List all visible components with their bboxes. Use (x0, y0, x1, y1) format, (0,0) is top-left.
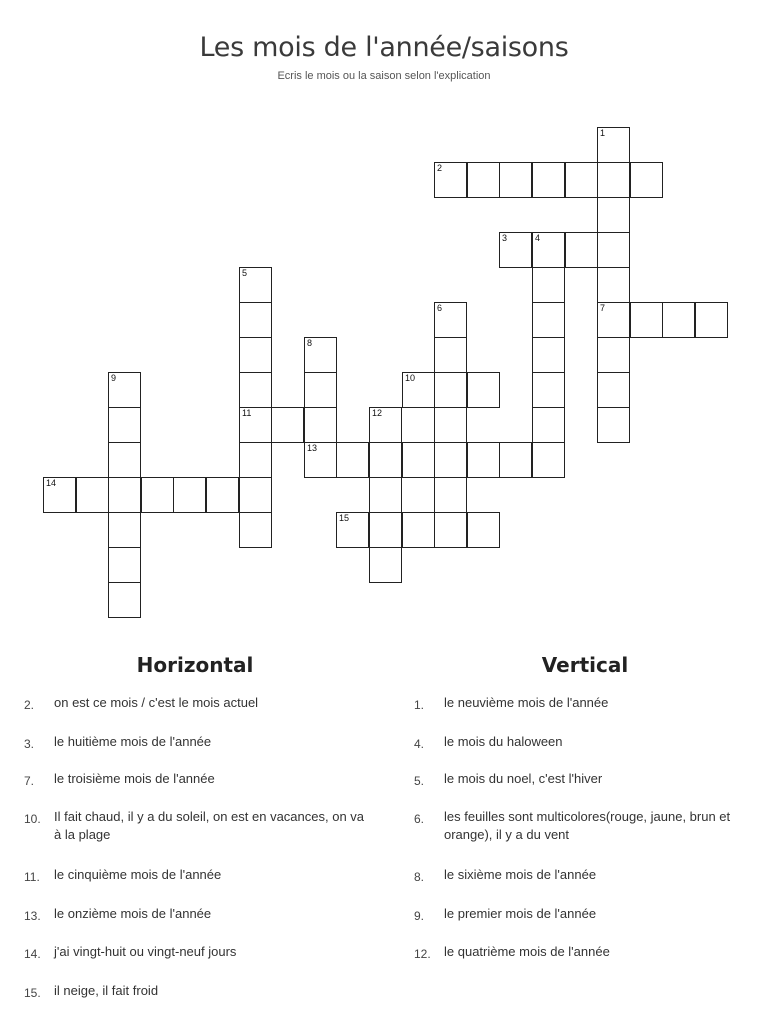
clue-number: 3. (24, 737, 35, 751)
crossword-cell[interactable] (597, 267, 630, 303)
clue-item (414, 905, 734, 923)
clue-number: 10. (24, 812, 41, 826)
crossword-cell[interactable] (597, 337, 630, 373)
cell-number: 13 (307, 443, 318, 453)
clue-item (414, 694, 734, 712)
crossword-cell[interactable] (76, 477, 109, 513)
clue-item (24, 905, 369, 923)
clue-item (24, 770, 369, 788)
clue-item (24, 982, 369, 1000)
crossword-cell[interactable] (239, 337, 272, 373)
clue-number: 6. (414, 812, 425, 826)
crossword-cell[interactable] (108, 407, 141, 443)
crossword-cell[interactable] (467, 162, 500, 198)
crossword-cell[interactable] (369, 512, 402, 548)
crossword-cell[interactable] (532, 337, 565, 373)
clue-number: 8. (414, 870, 425, 884)
page-title: Les mois de l'année/saisons (199, 32, 569, 63)
clue-number: 11. (24, 870, 40, 884)
crossword-cell[interactable] (565, 162, 598, 198)
crossword-cell[interactable] (173, 477, 206, 513)
clue-number: 9. (414, 909, 425, 923)
crossword-cell[interactable] (532, 162, 565, 198)
clue-item (24, 694, 369, 712)
clue-item (414, 770, 734, 788)
crossword-cell[interactable] (239, 267, 272, 303)
crossword-cell[interactable] (108, 582, 141, 618)
crossword-cell[interactable] (43, 477, 76, 513)
crossword-cell[interactable] (467, 442, 500, 478)
clue-number: 1. (414, 698, 425, 712)
clue-number: 4. (414, 737, 425, 751)
clue-number: 7. (24, 774, 35, 788)
page-subtitle: Ecris le mois ou la saison selon l'explication (277, 70, 491, 82)
clue-text: le mois du noel, c'est l'hiver (444, 771, 603, 786)
horizontal-heading: Horizontal (136, 653, 254, 677)
crossword-cell[interactable] (434, 477, 467, 513)
cell-number: 7 (600, 303, 606, 313)
crossword-cell[interactable] (597, 407, 630, 443)
clue-text: il neige, il fait froid (54, 983, 159, 998)
crossword-cell[interactable] (336, 442, 369, 478)
crossword-cell[interactable] (108, 512, 141, 548)
clue-text: les feuilles sont multicolores(rouge, jaune, brun et orange), il y a du vent (444, 809, 731, 842)
crossword-cell[interactable] (239, 442, 272, 478)
crossword-cell[interactable] (108, 547, 141, 583)
crossword-cell[interactable] (369, 442, 402, 478)
cell-number: 6 (437, 303, 443, 313)
clue-text: le onzième mois de l'année (54, 906, 212, 921)
crossword-cell[interactable] (336, 512, 369, 548)
crossword-cell[interactable] (108, 442, 141, 478)
crossword-cell[interactable] (434, 512, 467, 548)
clue-item (24, 808, 369, 844)
cell-number: 1 (600, 128, 606, 138)
clue-number: 2. (24, 698, 35, 712)
clue-text: Il fait chaud, il y a du soleil, on est en vacances, on va à la plage (54, 809, 365, 842)
crossword-cell[interactable] (565, 232, 598, 268)
clue-text: le quatrième mois de l'année (444, 944, 610, 959)
crossword-cell[interactable] (271, 407, 304, 443)
crossword-cell[interactable] (597, 162, 630, 198)
clue-item (24, 866, 369, 884)
cell-number: 4 (535, 233, 541, 243)
crossword-cell[interactable] (597, 127, 630, 163)
crossword-cell[interactable] (434, 407, 467, 443)
clue-number: 12. (414, 947, 431, 961)
crossword-cell[interactable] (532, 372, 565, 408)
crossword-cell[interactable] (369, 477, 402, 513)
cell-number: 9 (111, 373, 117, 383)
clue-text: on est ce mois / c'est le mois actuel (54, 695, 259, 710)
crossword-cell[interactable] (239, 372, 272, 408)
clue-item (24, 733, 369, 751)
crossword-cell[interactable] (206, 477, 239, 513)
clue-text: le huitième mois de l'année (54, 734, 212, 749)
crossword-cell[interactable] (402, 512, 435, 548)
clue-item (414, 808, 734, 844)
crossword-cell[interactable] (597, 372, 630, 408)
clue-item (414, 943, 734, 961)
crossword-cell[interactable] (108, 372, 141, 408)
cell-number: 11 (242, 408, 252, 418)
crossword-cell[interactable] (304, 442, 337, 478)
clue-text: le cinquième mois de l'année (54, 867, 222, 882)
crossword-cell[interactable] (434, 372, 467, 408)
clue-text: le premier mois de l'année (444, 906, 597, 921)
crossword-cell[interactable] (304, 407, 337, 443)
crossword-cell[interactable] (630, 162, 663, 198)
crossword-cell[interactable] (467, 512, 500, 548)
crossword-cell[interactable] (499, 442, 532, 478)
crossword-cell[interactable] (434, 442, 467, 478)
crossword-cell[interactable] (499, 162, 532, 198)
clue-number: 15. (24, 986, 41, 1000)
crossword-cell[interactable] (304, 372, 337, 408)
crossword-cell[interactable] (434, 162, 467, 198)
crossword-cell[interactable] (597, 302, 630, 338)
crossword-cell[interactable] (239, 477, 272, 513)
cell-number: 2 (437, 163, 443, 173)
cell-number: 3 (502, 233, 508, 243)
crossword-cell[interactable] (402, 372, 435, 408)
clue-number: 13. (24, 909, 41, 923)
crossword-cell[interactable] (108, 477, 141, 513)
clue-text: le neuvième mois de l'année (444, 695, 609, 710)
cell-number: 12 (372, 408, 383, 418)
vertical-heading: Vertical (541, 653, 629, 677)
crossword-cell[interactable] (532, 302, 565, 338)
cell-number: 8 (307, 338, 313, 348)
clue-text: le troisième mois de l'année (54, 771, 215, 786)
crossword-cell[interactable] (239, 302, 272, 338)
cell-number: 15 (339, 513, 350, 523)
crossword-cell[interactable] (402, 442, 435, 478)
cell-number: 10 (405, 373, 416, 383)
crossword-cell[interactable] (304, 337, 337, 373)
clue-item (24, 943, 369, 961)
crossword-cell[interactable] (597, 197, 630, 233)
crossword-cell[interactable] (532, 232, 565, 268)
crossword-cell[interactable] (695, 302, 728, 338)
crossword-cell[interactable] (141, 477, 174, 513)
crossword-cell[interactable] (369, 407, 402, 443)
crossword-cell[interactable] (369, 547, 402, 583)
clue-number: 5. (414, 774, 425, 788)
clue-text: le sixième mois de l'année (444, 867, 597, 882)
crossword-cell[interactable] (499, 232, 532, 268)
clue-text: j'ai vingt-huit ou vingt-neuf jours (54, 944, 237, 959)
crossword-cell[interactable] (532, 407, 565, 443)
cell-number: 14 (46, 478, 57, 488)
cell-number: 5 (242, 268, 248, 278)
crossword-cell[interactable] (532, 442, 565, 478)
clue-item (414, 866, 734, 884)
clue-item (414, 733, 734, 751)
crossword-cell[interactable] (239, 407, 272, 443)
crossword-cell[interactable] (597, 232, 630, 268)
crossword-cell[interactable] (532, 267, 565, 303)
crossword-cell[interactable] (467, 372, 500, 408)
clue-number: 14. (24, 947, 41, 961)
crossword-cell[interactable] (239, 512, 272, 548)
clue-text: le mois du haloween (444, 734, 563, 749)
crossword-cell[interactable] (434, 302, 467, 338)
crossword-cell[interactable] (662, 302, 695, 338)
crossword-cell[interactable] (630, 302, 663, 338)
crossword-cell[interactable] (434, 337, 467, 373)
